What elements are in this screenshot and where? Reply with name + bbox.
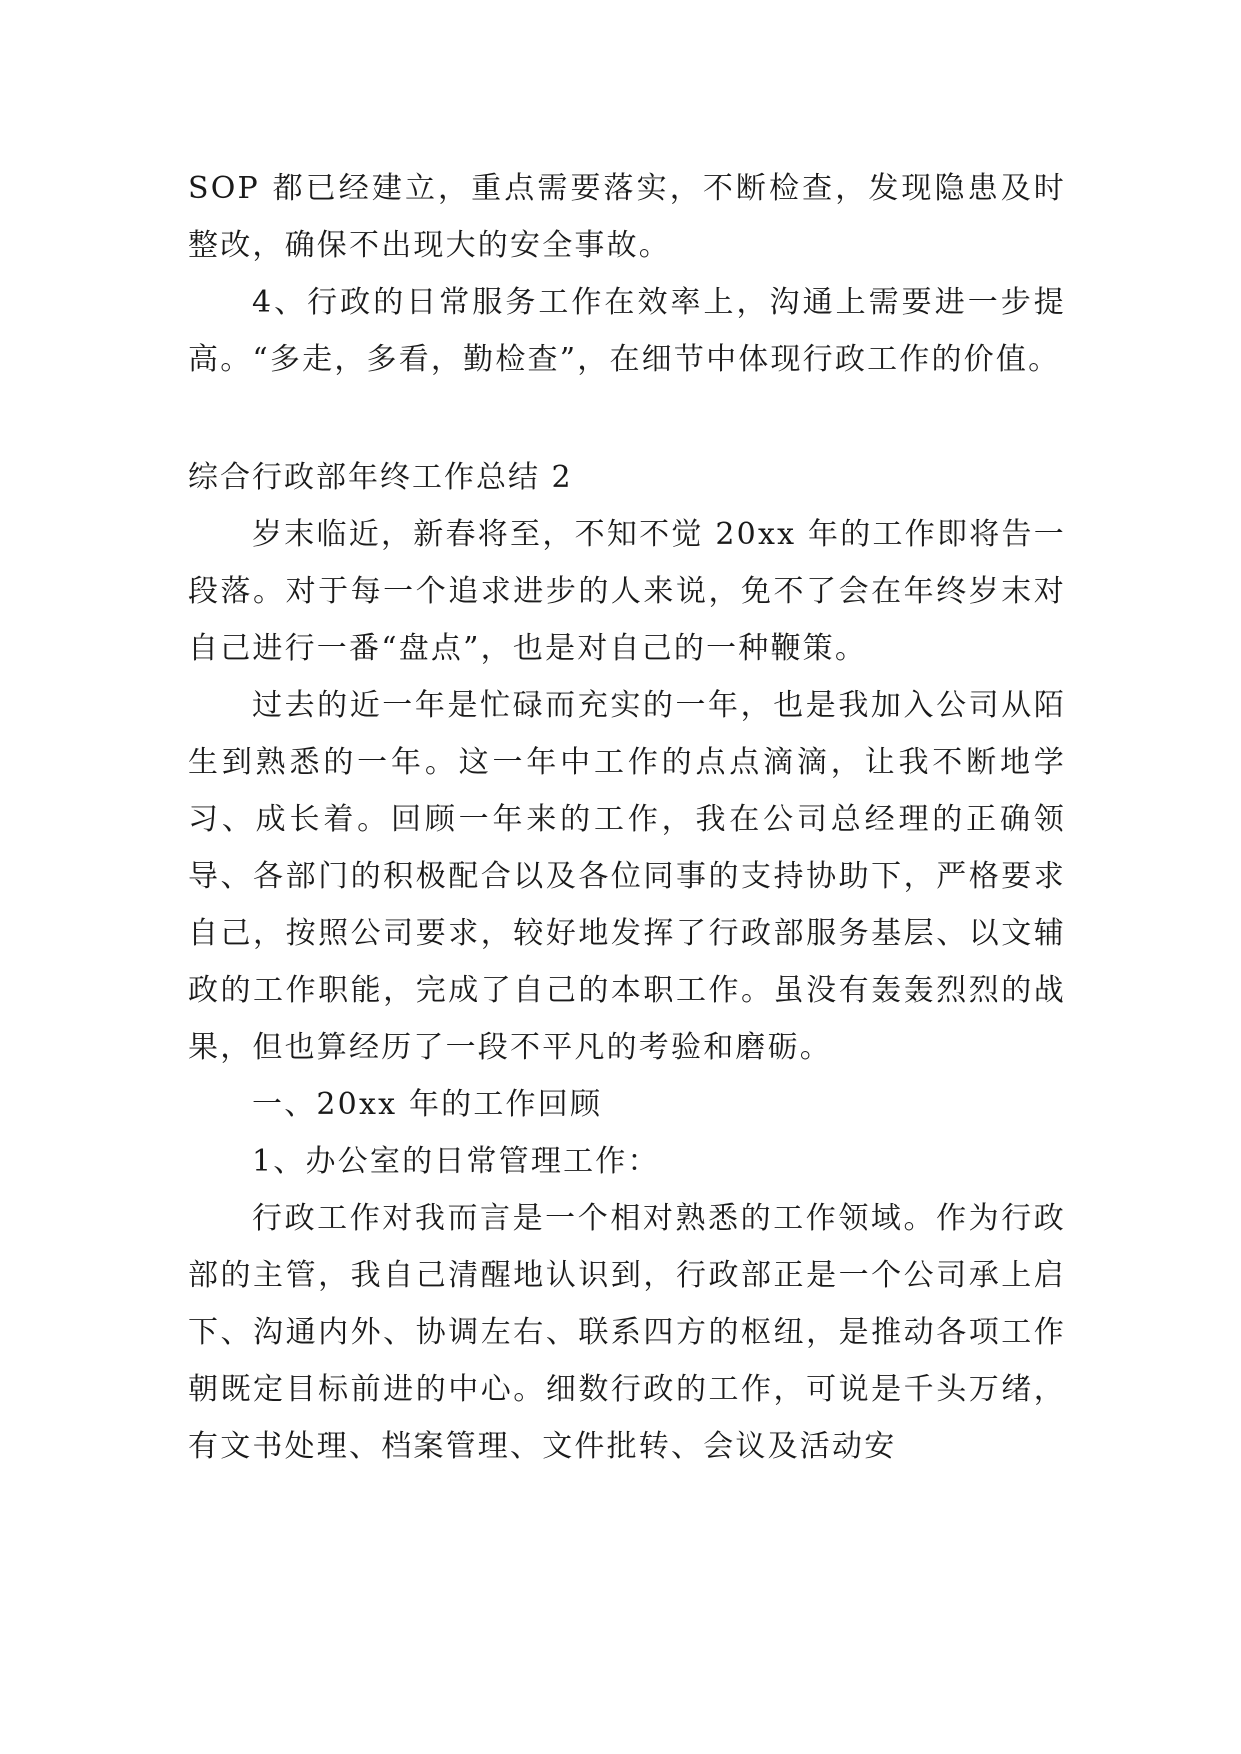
subheading-office-management: 1、办公室的日常管理工作： [252,1144,660,1179]
paragraph-past-year: 过去的近一年是忙碌而充实的一年，也是我加入公司从陌生到熟悉的一年。这一年中工作的点点滴滴，让我不断地学习、成长着。回顾一年来的工作，我在公司总经理的正确领导、各部门的积极配合以及各位同事的支持协助下，严格要求自己，按照公司要求，较好地发挥了行政部服务基层、以文辅政的工作职能，完成了自己的本职工作。虽没有轰轰烈烈的战果，但也算经历了一段不平凡的考验和磨砺。 [188,688,1066,1065]
section-title: 综合行政部年终工作总结 2 [188,460,573,495]
paragraph-item-4: 4、行政的日常服务工作在效率上，沟通上需要进一步提高。“多走，多看，勤检查”，在细节中体现行政工作的价值。 [188,285,1066,377]
section-spacer [188,388,1066,449]
paragraph-admin-work: 行政工作对我而言是一个相对熟悉的工作领域。作为行政部的主管，我自己清醒地认识到，行政部正是一个公司承上启下、沟通内外、协调左右、联系四方的枢纽，是推动各项工作朝既定目标前进的中心。细数行政的工作，可说是千头万绪，有文书处理、档案管理、文件批转、会议及活动安 [188,1201,1066,1464]
paragraph-safety-sop: SOP 都已经建立，重点需要落实，不断检查，发现隐患及时整改，确保不出现大的安全事故。 [188,171,1066,263]
subheading-work-review: 一、20xx 年的工作回顾 [252,1087,603,1122]
paragraph-intro: 岁末临近，新春将至，不知不觉 20xx 年的工作即将告一段落。对于每一个追求进步的人来说，免不了会在年终岁末对自己进行一番“盘点”，也是对自己的一种鞭策。 [188,517,1066,666]
document-body [188,160,1066,1475]
